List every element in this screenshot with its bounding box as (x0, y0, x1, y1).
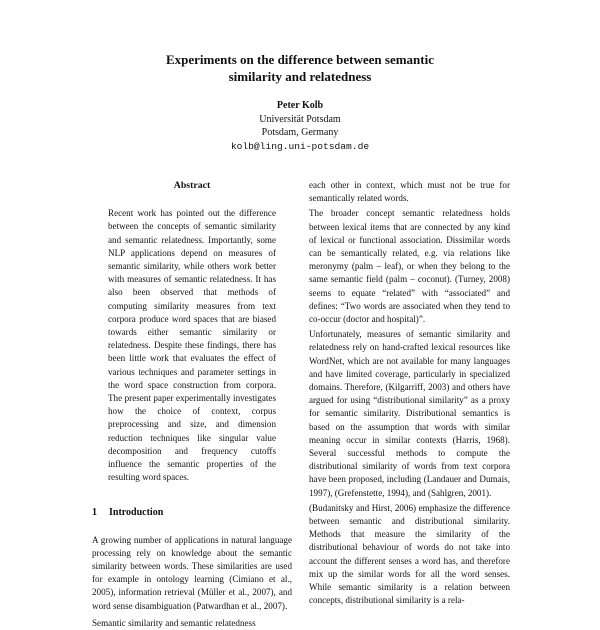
abstract-text: Recent work has pointed out the difference between the concepts of semantic similarity and semantic relatedness. Importantly, some NLP applications depend on measures of semantic similarity, while others work better with measures of semantic relatedness. It has also been observed that methods of computing similarity measures from text corpora produce word spaces that are biased towards either semantic similarity or relatedness. Despite these findings, there has been little work that evaluates the effect of various techniques and parameter settings in the word space construction from corpora. The present paper experimentally investigates how the choice of context, corpus preprocessing and size, and dimension reduction techniques like singular value decomposition and frequency cutoffs influence the semantic properties of the resulting word spaces. (108, 208, 276, 483)
title-line-1: Experiments on the difference between semantic (165, 52, 434, 67)
intro-paragraph-continued: Semantic similarity and semantic relatedness (92, 617, 256, 628)
author-block (150, 99, 450, 153)
section-heading (92, 506, 292, 519)
right-paragraph-3: Unfortunately, measures of semantic similarity and relatedness rely on hand-crafted lexical resources like WordNet, which are not available for many languages and have limited coverage, particularly in specialized domains. Therefore, (Kilgarriff, 2003) and others have argued for using “distributional similarity” as a proxy for semantic similarity. Distributional semantics is based on the assumption that words with similar meaning occur in similar contexts (Harris, 1968). Several successful methods to compute the distributional similarity of words from text corpora have been proposed, including (Landauer and Dumais, 1997), (Grefenstette, 1994), and (Sahlgren, 2001). (309, 329, 510, 498)
right-paragraph-1: each other in context, which must not be true for semantically related words. (309, 180, 510, 204)
abstract-body (92, 207, 292, 484)
left-column (92, 179, 292, 630)
author-name: Peter Kolb (276, 100, 324, 111)
author-email: kolb@ling.uni-potsdam.de (230, 140, 370, 152)
title-line-2: similarity and relatedness (228, 69, 372, 84)
right-column (309, 179, 510, 608)
paper-title (100, 51, 500, 85)
section-number: 1 (92, 507, 97, 519)
section-title: Introduction (109, 507, 164, 519)
intro-paragraph: A growing number of applications in natural language processing rely on knowledge about the semantic similarity between words. These similarities are used for example in ontology learning (Cimiano et al., 2005), information retrieval (Müller et al., 2007), and word sense disambiguation (Patwardhan et al., 2007). (92, 534, 292, 611)
right-paragraph-2: The broader concept semantic relatedness holds between lexical items that are connected by any kind of lexical or functional association. Dissimilar words can be semantically related, e.g. via relations like meronymy (palm – leaf), or when they belong to the same semantic field (palm – coconut). (Turney, 2008) seems to equate “related” with “associated” and defines: “Two words are associated when they tend to co-occur (doctor and hospital)”. (309, 208, 510, 325)
right-paragraph-4: (Budanitsky and Hirst, 2006) emphasize the difference between semantic and distributional similarity. Methods that measure the similarity of the distributional behaviour of words do not take into account the different senses a word has, and therefore mix up the similar words for all the word senses. While semantic similarity is a relation between concepts, distributional similarity is a rela- (309, 502, 510, 606)
author-affiliation: Universität Potsdam (259, 113, 341, 125)
author-location: Potsdam, Germany (261, 127, 339, 138)
abstract-heading: Abstract (173, 180, 211, 191)
